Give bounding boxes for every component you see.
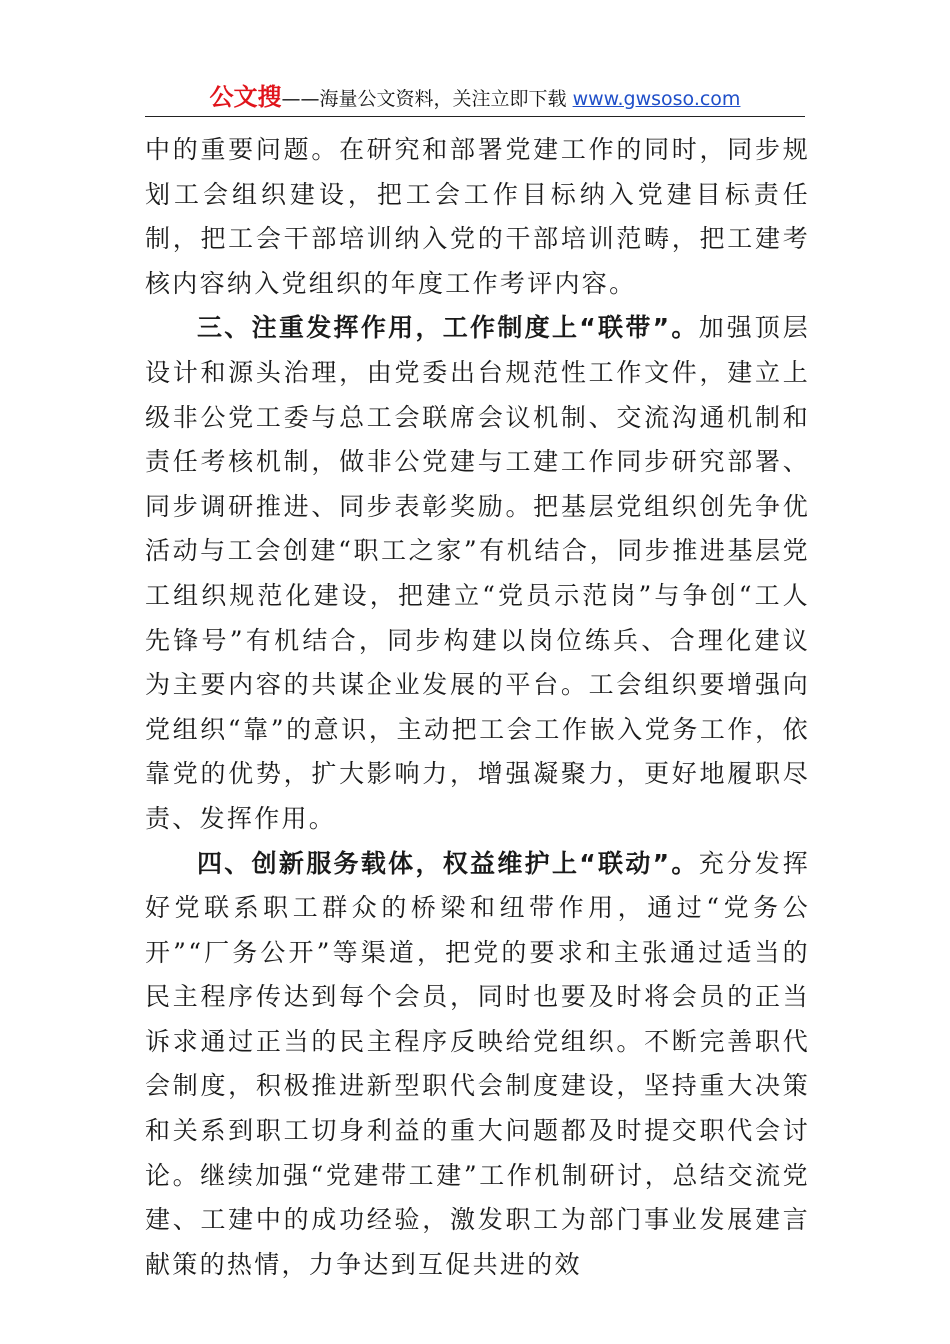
section-heading: 三、注重发挥作用，工作制度上“联带”。 [197, 313, 699, 343]
paragraph-text: 中的重要问题。在研究和部署党建工作的同时，同步规划工会组织建设，把工会工作目标纳入党建目标责任制，把工会干部培训纳入党的干部培训范畴，把工建考核内容纳入党组织的年度工作考评内容。 [145, 135, 810, 298]
header-tagline: ——海量公文资料，关注立即下载 [281, 88, 567, 110]
header-divider [145, 116, 805, 117]
brand-logo-text: 公文搜 [209, 83, 282, 111]
paragraph-continued [145, 128, 810, 306]
page-header [145, 80, 805, 116]
paragraph-text: 加强顶层设计和源头治理，由党委出台规范性工作文件，建立上级非公党工委与总工会联席会议机制、交流沟通机制和责任考核机制，做非公党建与工建工作同步研究部署、同步调研推进、同步表彰奖励。把基层党组织创先争优活动与工会创建“职工之家”有机结合，同步推进基层党工组织规范化建设，把建立“党员示范岗”与争创“工人先锋号”有机结合，同步构建以岗位练兵、合理化建议为主要内容的共谋企业发展的平台。工会组织要增强向党组织“靠”的意识，主动把工会工作嵌入党务工作，依靠党的优势，扩大影响力，增强凝聚力，更好地履职尽责、发挥作用。 [145, 313, 811, 833]
paragraph-section-three [145, 306, 810, 841]
paragraph-text: 充分发挥好党联系职工群众的桥梁和纽带作用，通过“党务公开”“厂务公开”等渠道，把党的要求和主张通过适当的民主程序传达到每个会员，同时也要及时将会员的正当诉求通过正当的民主程序反映给党组织。不断完善职代会制度，积极推进新型职代会制度建设，坚持重大决策和关系到职工切身利益的重大问题都及时提交职代会讨论。继续加强“党建带工建”工作机制研讨，总结交流党建、工建中的成功经验，激发职工为部门事业发展建言献策的热情，力争达到互促共进的效 [145, 848, 811, 1279]
paragraph-section-four [145, 842, 810, 1288]
site-link[interactable]: www.gwsoso.com [572, 88, 741, 110]
section-heading: 四、创新服务载体，权益维护上“联动”。 [197, 848, 699, 878]
document-body [145, 128, 810, 1287]
